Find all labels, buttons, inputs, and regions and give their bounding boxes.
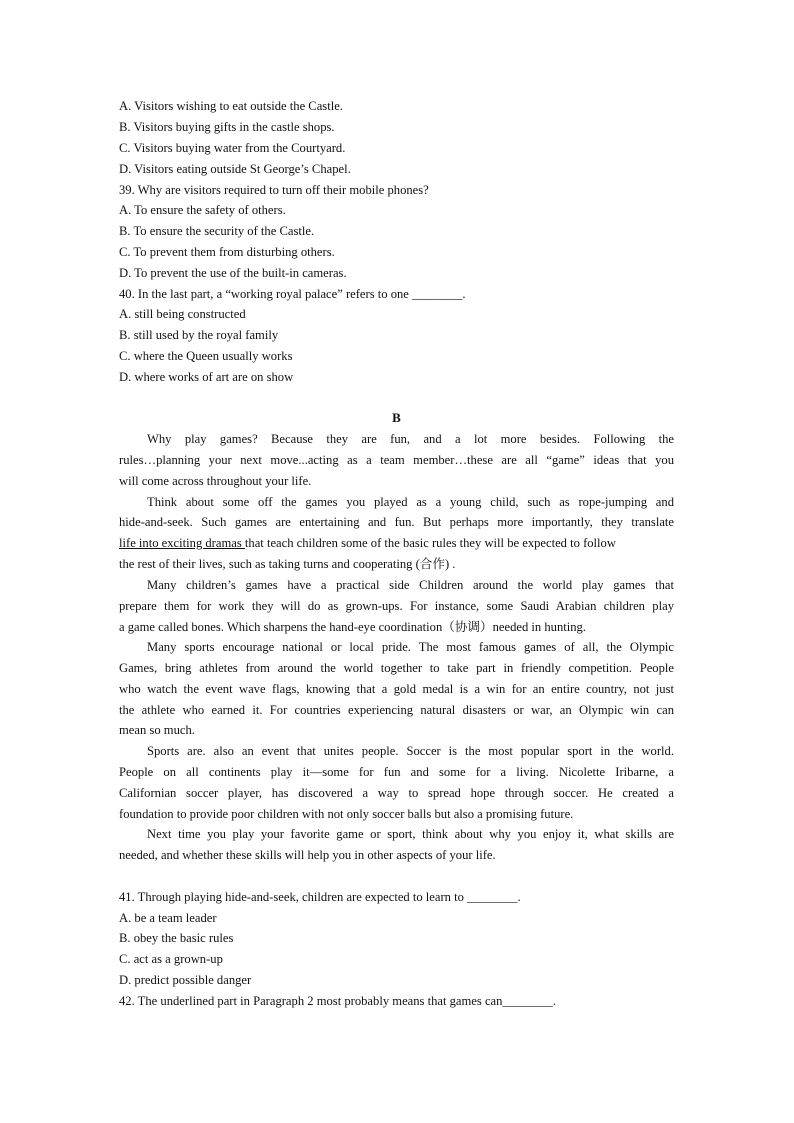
p4-line-3: who watch the event wave flags, knowing that a gold medal is a win for an entire country, not just (119, 682, 674, 696)
underlined-phrase: life into exciting dramas (119, 536, 245, 550)
q40-option-d: D. where works of art are on show (119, 370, 294, 384)
p3-line-3: a game called bones. Which sharpens the hand-eye coordination（协调）needed in hunting. (119, 620, 586, 634)
p3-line-1: Many children’s games have a practical side Children around the world play games that (147, 578, 674, 592)
p5-line-2: People on all continents play it—some for fun and some for a living. Nicolette Iribarne, a (119, 765, 674, 779)
p3-line-2: prepare them for work they will do as grown-ups. For instance, some Saudi Arabian children play (119, 599, 674, 613)
q39-option-b: B. To ensure the security of the Castle. (119, 224, 315, 238)
q39-stem: 39. Why are visitors required to turn off their mobile phones? (119, 183, 429, 197)
p2-line-4: the rest of their lives, such as taking turns and cooperating (合作) . (119, 557, 456, 571)
q41-option-c: C. act as a grown-up (119, 952, 223, 966)
p6-line-1: Next time you play your favorite game or sport, think about why you enjoy it, what skills are (147, 827, 674, 841)
q39-option-d: D. To prevent the use of the built-in cameras. (119, 266, 347, 280)
q38-option-d: D. Visitors eating outside St George’s Chapel. (119, 162, 351, 176)
q41-option-b: B. obey the basic rules (119, 931, 234, 945)
q41-option-d: D. predict possible danger (119, 973, 252, 987)
p1-line-3: will come across throughout your life. (119, 474, 312, 488)
p4-line-1: Many sports encourage national or local pride. The most famous games of all, the Olympic (147, 640, 674, 654)
p4-line-2: Games, bring athletes from around the world together to take part in friendly competition. People (119, 661, 674, 675)
p4-line-5: mean so much. (119, 723, 195, 737)
passage-heading: B (392, 410, 401, 425)
q39-option-c: C. To prevent them from disturbing others. (119, 245, 335, 259)
q40-option-c: C. where the Queen usually works (119, 349, 293, 363)
p4-line-4: the athlete who earned it. For countries experiencing natural disasters or war, an Olympic win can (119, 703, 674, 717)
q40-option-b: B. still used by the royal family (119, 328, 279, 342)
p5-line-4: foundation to provide poor children with not only soccer balls but also a promising future. (119, 807, 574, 821)
p6-line-2: needed, and whether these skills will help you in other aspects of your life. (119, 848, 496, 862)
p1-line-2: rules…planning your next move...acting as a team member…these are all “game” ideas that you (119, 453, 674, 467)
p2-line-2: hide-and-seek. Such games are entertaining and fun. But perhaps more importantly, they translate (119, 515, 674, 529)
p2-line-3-rest: that teach children some of the basic rules they will be expected to follow (244, 536, 616, 550)
p2-line-3 (119, 533, 616, 554)
p5-line-1: Sports are. also an event that unites people. Soccer is the most popular sport in the world. (147, 744, 674, 758)
p1-line-1: Why play games? Because they are fun, and a lot more besides. Following the (147, 432, 674, 446)
p5-line-3: Californian soccer player, has discovered a way to spread hope through soccer. He created a (119, 786, 674, 800)
q38-option-c: C. Visitors buying water from the Courtyard. (119, 141, 346, 155)
q40-option-a: A. still being constructed (119, 307, 246, 321)
q38-option-a: A. Visitors wishing to eat outside the Castle. (119, 99, 343, 113)
q39-option-a: A. To ensure the safety of others. (119, 203, 286, 217)
q41-stem: 41. Through playing hide-and-seek, children are expected to learn to ________. (119, 890, 521, 904)
q42-stem: 42. The underlined part in Paragraph 2 most probably means that games can________. (119, 994, 556, 1008)
q38-option-b: B. Visitors buying gifts in the castle shops. (119, 120, 335, 134)
p2-line-1: Think about some off the games you played as a young child, such as rope-jumping and (147, 495, 674, 509)
q41-option-a: A. be a team leader (119, 911, 217, 925)
q40-stem: 40. In the last part, a “working royal palace” refers to one ________. (119, 287, 466, 301)
